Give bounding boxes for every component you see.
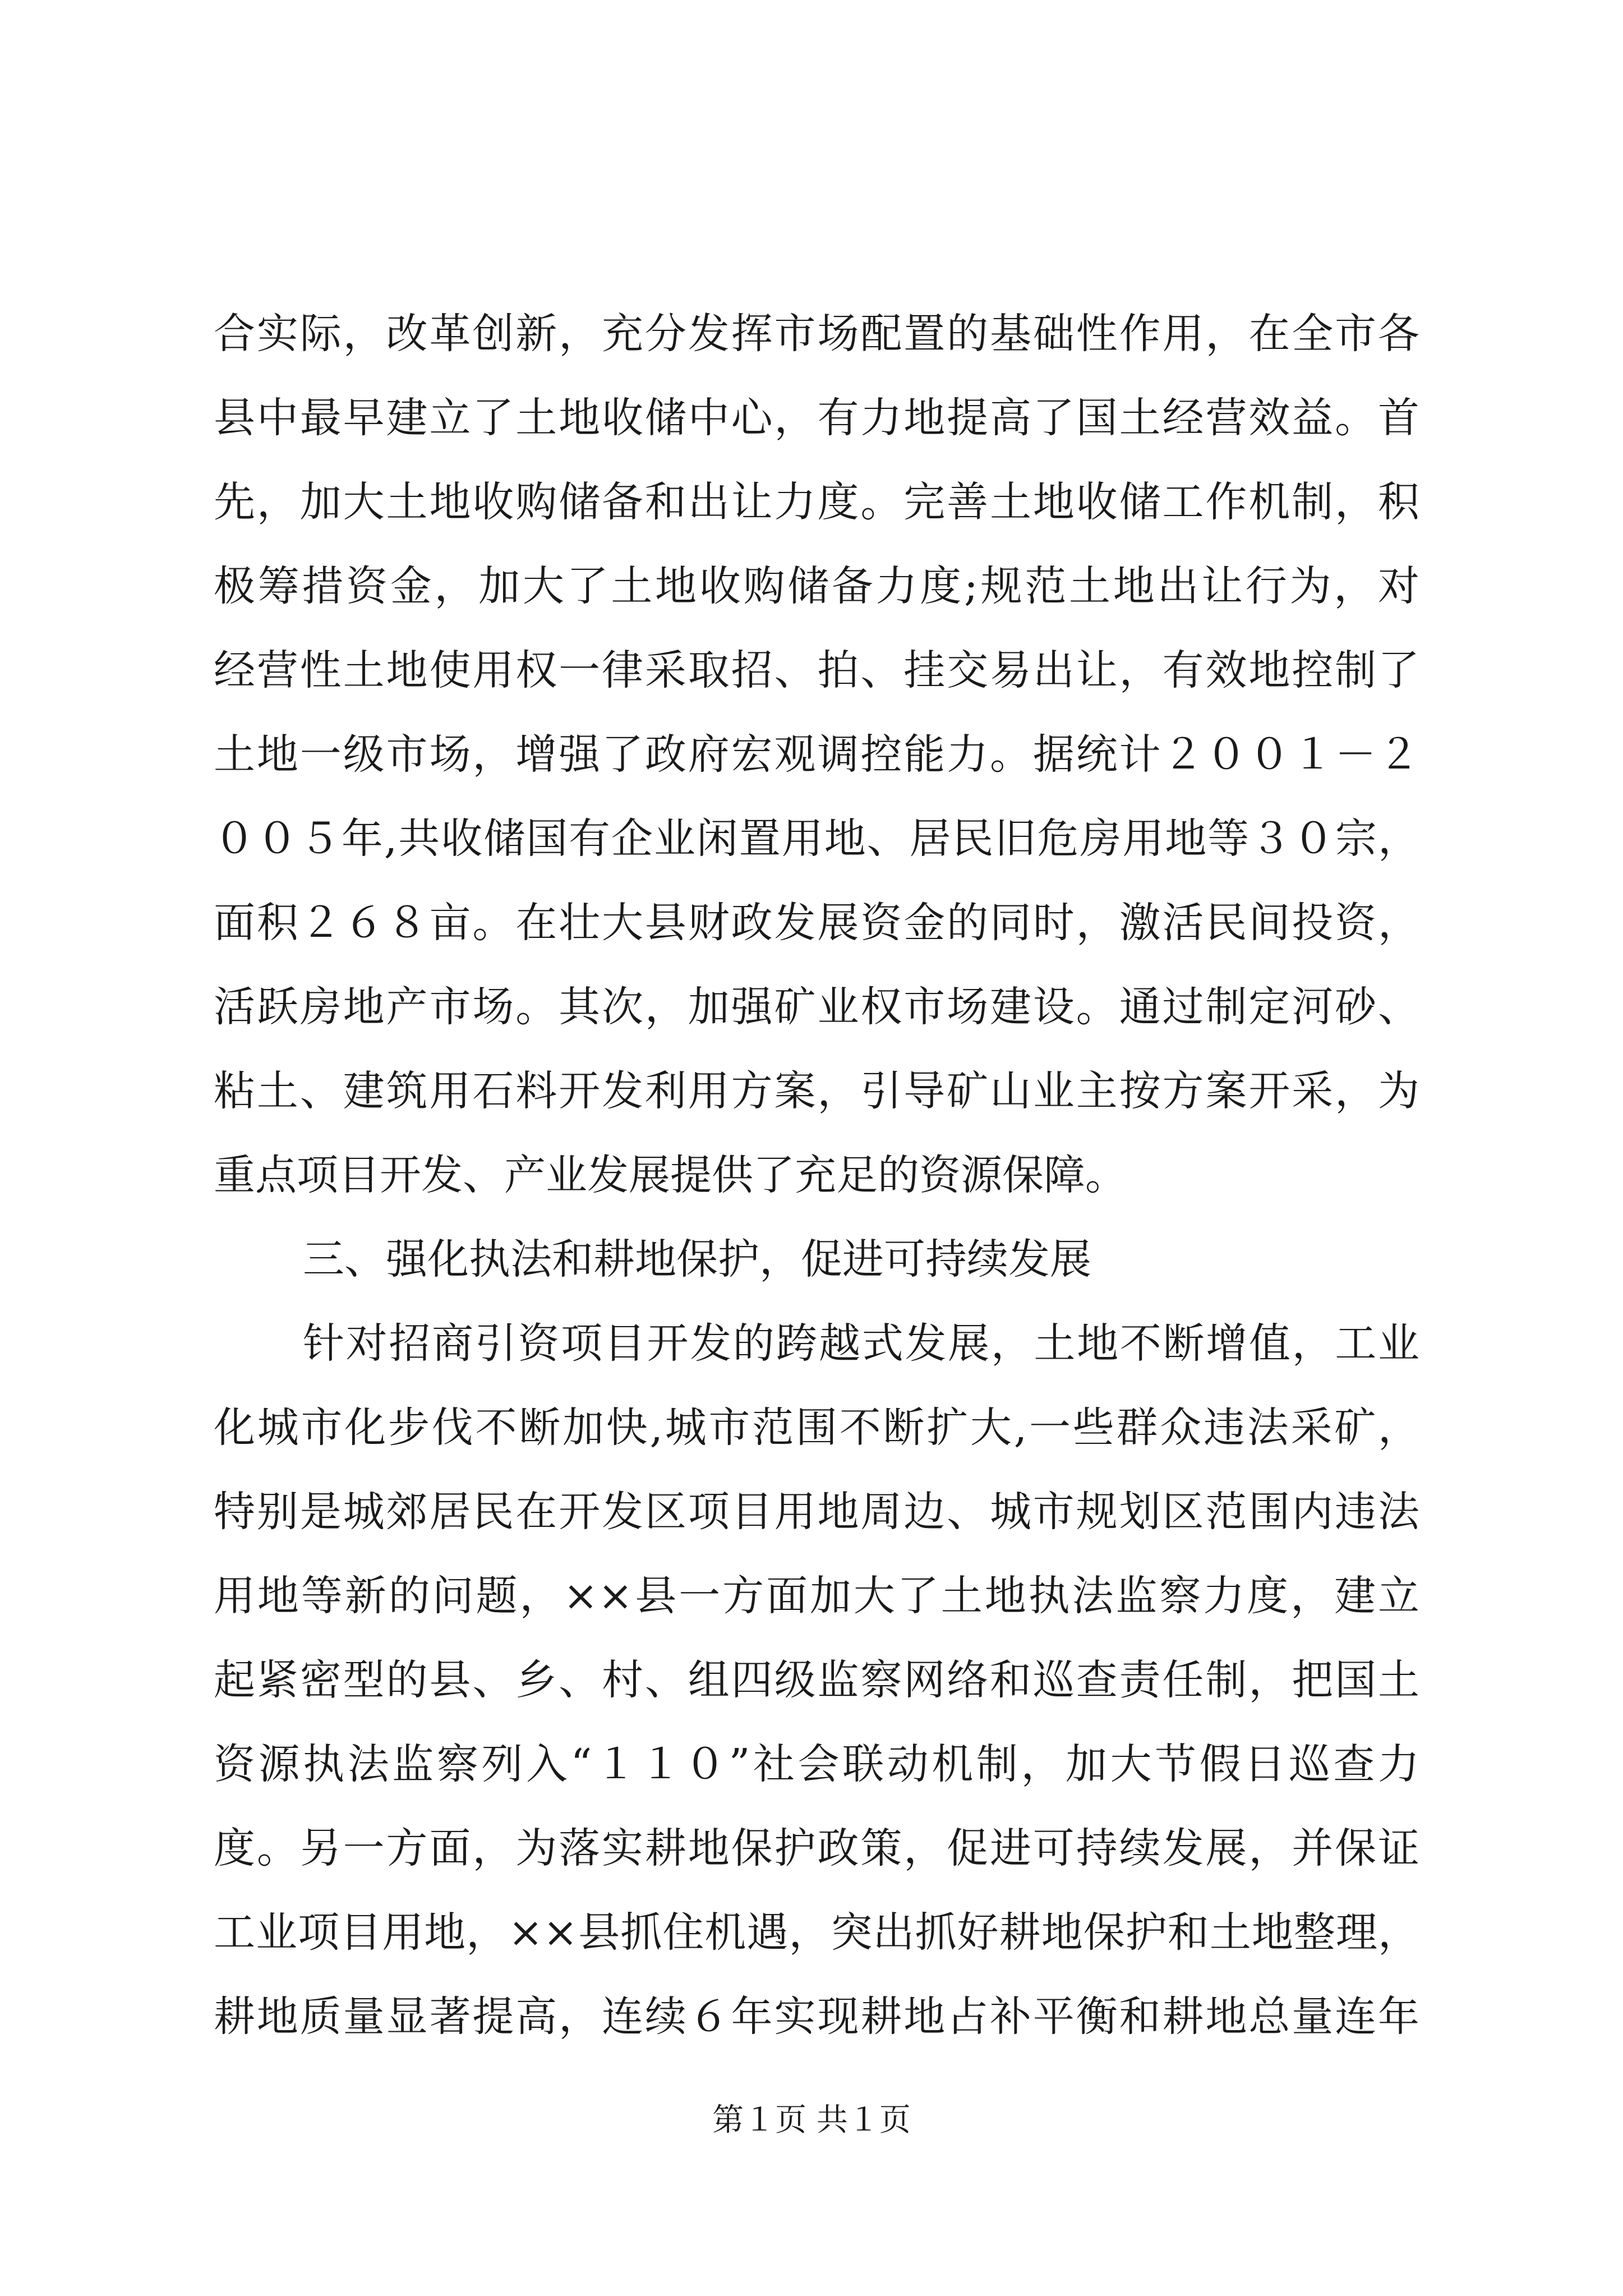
text-line: 资源执法监察列入“１１０”社会联动机制，加大节假日巡查力 bbox=[214, 1740, 1419, 1788]
text-line: 特别是城郊居民在开发区项目用地周边、城市规划区范围内违法 bbox=[214, 1488, 1419, 1536]
text-line: 面积２６８亩。在壮大县财政发展资金的同时，激活民间投资， bbox=[214, 899, 1419, 947]
text-line: 活跃房地产市场。其次，加强矿业权市场建设。通过制定河砂、 bbox=[214, 983, 1419, 1031]
text-line: 起紧密型的县、乡、村、组四级监察网络和巡查责任制，把国土 bbox=[214, 1656, 1419, 1704]
page-number-footer: 第１页 共１页 bbox=[712, 2102, 911, 2138]
text-line: ００５年,共收储国有企业闲置用地、居民旧危房用地等３０宗， bbox=[214, 815, 1419, 863]
section-heading: 三、强化执法和耕地保护，促进可持续发展 bbox=[303, 1235, 1091, 1283]
text-line: 合实际，改革创新，充分发挥市场配置的基础性作用，在全市各 bbox=[214, 310, 1419, 358]
text-line: 极筹措资金，加大了土地收购储备力度;规范土地出让行为，对 bbox=[214, 562, 1419, 610]
text-line: 度。另一方面，为落实耕地保护政策，促进可持续发展，并保证 bbox=[214, 1824, 1419, 1872]
text-line: 重点项目开发、产业发展提供了充足的资源保障。 bbox=[214, 1151, 1127, 1199]
text-line: 耕地质量显著提高，连续６年实现耕地占补平衡和耕地总量连年 bbox=[214, 1993, 1419, 2041]
paragraph-first-line: 针对招商引资项目开发的跨越式发展，土地不断增值，工业 bbox=[303, 1319, 1419, 1368]
text-line: 粘土、建筑用石料开发利用方案，引导矿山业主按方案开采，为 bbox=[214, 1067, 1419, 1115]
text-line: 化城市化步伐不断加快,城市范围不断扩大,一些群众违法采矿， bbox=[214, 1404, 1419, 1452]
text-line: 县中最早建立了土地收储中心，有力地提高了国土经营效益。首 bbox=[214, 394, 1419, 442]
text-line: 先，加大土地收购储备和出让力度。完善土地收储工作机制，积 bbox=[214, 478, 1419, 526]
text-line: 经营性土地使用权一律采取招、拍、挂交易出让，有效地控制了 bbox=[214, 646, 1419, 694]
text-line: 工业项目用地，××县抓住机遇，突出抓好耕地保护和土地整理， bbox=[214, 1908, 1419, 1957]
text-line: 土地一级市场，增强了政府宏观调控能力。据统计２００１－２ bbox=[214, 730, 1419, 779]
text-line: 用地等新的问题，××县一方面加大了土地执法监察力度，建立 bbox=[214, 1572, 1419, 1620]
